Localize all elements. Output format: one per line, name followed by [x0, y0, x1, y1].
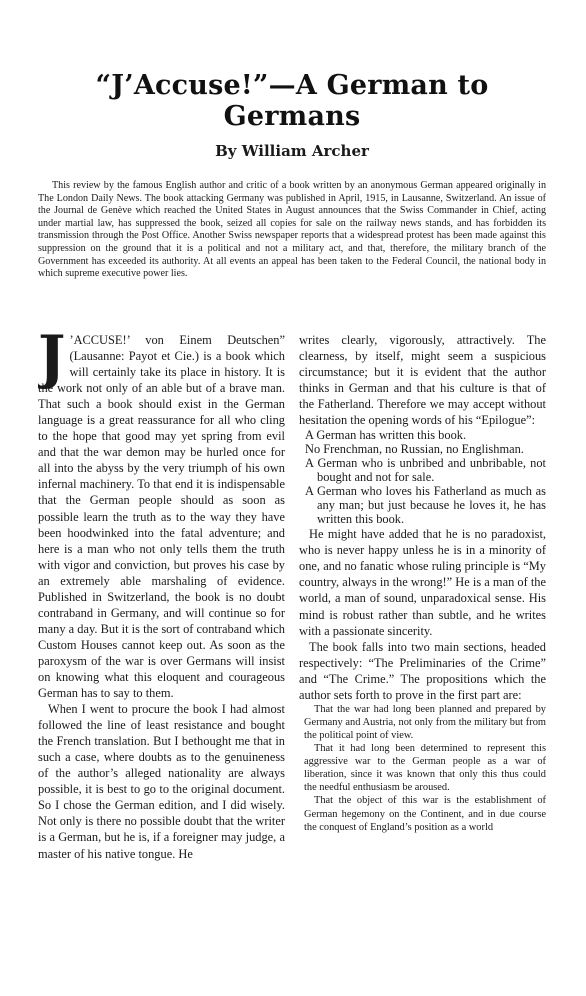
- epilogue-quote-line: A German has written this book.: [305, 428, 467, 443]
- left-column: [38, 332, 285, 996]
- opening-paragraph-text: ’ACCUSE!’ von Einem Deutschen” (Lausanne: Payot et Cie.) is a book which will certainly take its place in history. It is the work not only of an able but of a brave man. That such a book should exist in the German language is a great reassurance for all who cling to the hope that good may yet spring from evil and that the war demon may be hurled once for all into the abyss by the very triumph of his own infernal machinery. To that end it is indispensable that the German people should as soon as possible learn the truth as to the way they have been hoodwinked into the fatal adventure; and here is a man who not only tells them the truth with vigor and conviction, but proves his case by an extremely able marshaling of evidence. Published in Switzerland, the book is no doubt contraband in Germany, and will continue so for many a day. But it is the sort of contraband which Custom Houses cannot keep out. As soon as the paroxysm of the war is over Germans will insist on knowing what this eloquent and courageous German has to say to them.: [38, 333, 285, 701]
- right-column: [299, 332, 546, 996]
- epilogue-quote-line: No Frenchman, no Russian, no Englishman.: [305, 442, 524, 457]
- article-title: “J’Accuse!”—A German to Germans: [95, 70, 489, 132]
- page: [0, 70, 586, 996]
- proposition-item: That it had long been determined to represent this aggressive war to the German people as a war of liberation, since it was known that only this thus could the needful enthusiasm be aroused.: [304, 743, 546, 794]
- drop-cap: J: [38, 332, 66, 391]
- epilogue-quote-line: A German who is unbribed and unbribable, not bought and not for sale.: [305, 456, 546, 485]
- opening-paragraph: [38, 332, 285, 701]
- paragraph: When I went to procure the book I had almost followed the line of least resistance and bought the French translation. But I bethought me that in such a case, where doubts as to the genuineness of the author’s alleged nationality are always possible, it is best to go to the original document. So I chose the German edition, and I did wisely. Not only is there no possible doubt that the writer is a German, but he is, if a foreigner may judge, a master of his native tongue. He: [38, 702, 285, 861]
- paragraph: The book falls into two main sections, headed respectively: “The Preliminaries of the Crime” and “The Crime.” The propositions which the author sets forth to prove in the first part are:: [299, 639, 546, 702]
- paragraph: He might have added that he is no paradoxist, who is never happy unless he is in a minority of one, and no fanatic whose ruling principle is “My country, always in the wrong!” He is a man of the world, a man of sound, unparadoxical sense. His mind is robust rather than subtle, and he writes with a passionate sincerity.: [299, 527, 546, 638]
- proposition-item: That the object of this war is the establishment of German hegemony on the Continent, and in due course the conquest of England’s position as a world: [304, 795, 546, 833]
- article-byline: By William Archer: [215, 142, 369, 160]
- article-body: [38, 332, 546, 996]
- editor-intro: This review by the famous English author and critic of a book written by an anonymous German appeared originally in The London Daily News. The book attacking Germany was published in April, 1915, in Lausanne, Switzerland. An issue of the Journal de Genève which reached the United States in August announces that the Swiss Commander in Chief, acting under martial law, has suppressed the book, seized all copies for sale on the railway news stands, and has forbidden its transmission through the Post Office. Another Swiss newspaper reports that a widespread protest has been made against this suppression on the ground that it is a political and not a military act, and that, therefore, the military branch of the Government has exceeded its authority. At all events an appeal has been taken to the Federal Council, the national body in which supreme executive power lies.: [38, 180, 546, 280]
- epilogue-quote-line: A German who loves his Fatherland as much as any man; but just because he loves it, he has written this book.: [305, 484, 546, 527]
- proposition-item: That the war had long been planned and prepared by Germany and Austria, not only from the military but from the political point of view.: [304, 703, 546, 741]
- paragraph: writes clearly, vigorously, attractively. The clearness, by itself, might seem a suspicious circumstance; but it is evident that the author thinks in German and that his culture is that of the Fatherland. Therefore we may accept without hesitation the opening words of his “Epilogue”:: [299, 333, 546, 428]
